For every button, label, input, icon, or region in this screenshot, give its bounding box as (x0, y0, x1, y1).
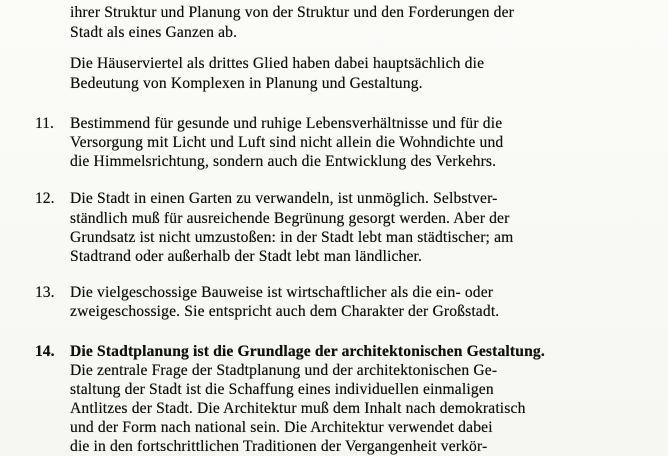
item-11-number: 11. (35, 115, 54, 132)
intro-line-2: Stadt als eines Ganzen ab. (70, 24, 238, 41)
item-14-line-1: Die Stadtplanung ist die Grundlage der architektonischen Gestaltung. (70, 343, 545, 360)
item-14-number: 14. (35, 343, 55, 360)
quarters-line-1: Die Häuserviertel als drittes Glied haben dabei hauptsächlich die (70, 55, 485, 72)
item-14-line-2: Die zentrale Frage der Stadtplanung und der architektonischen Ge- (70, 362, 498, 379)
item-13-line-2: zweigeschossige. Sie entspricht auch dem Charakter der Großstadt. (70, 303, 500, 320)
item-12-line-3: Grundsatz ist nicht umzustoßen: in der Stadt lebt man städtischer; am (70, 229, 514, 246)
item-14-line-4: Antlitzes der Stadt. Die Architektur muß dem Inhalt nach demokratisch (70, 400, 526, 417)
quarters-line-2: Bedeutung von Komplexen in Planung und Gestaltung. (70, 75, 423, 92)
item-12-line-1: Die Stadt in einen Garten zu verwandeln, ist unmöglich. Selbstver- (70, 190, 498, 207)
item-12-line-4: Stadtrand oder außerhalb der Stadt lebt man ländlicher. (70, 248, 423, 265)
intro-line-1: ihrer Struktur und Planung von der Struktur und den Forderungen der (70, 4, 515, 21)
item-11-line-2: Versorgung mit Licht und Luft sind nicht allein die Wohndichte und (70, 134, 504, 151)
item-13-number: 13. (35, 284, 55, 301)
item-14-line-3: staltung der Stadt ist die Schaffung eines individuellen einmaligen (70, 381, 494, 398)
item-12-number: 12. (35, 190, 55, 207)
item-13-line-1: Die vielgeschossige Bauweise ist wirtschaftlicher als die ein- oder (70, 284, 494, 301)
item-11-line-1: Bestimmend für gesunde und ruhige Lebensverhältnisse und für die (70, 115, 503, 132)
item-11-line-3: die Himmelsrichtung, sondern auch die Entwicklung des Verkehrs. (70, 153, 497, 170)
item-14-line-5: und der Form nach national sein. Die Architektur verwendet dabei (70, 419, 493, 436)
item-14-line-6: die in den fortschrittlichen Traditionen der Vergangenheit verkör- (70, 438, 488, 455)
item-12-line-2: ständlich muß für ausreichende Begrünung gesorgt werden. Aber der (70, 210, 510, 227)
